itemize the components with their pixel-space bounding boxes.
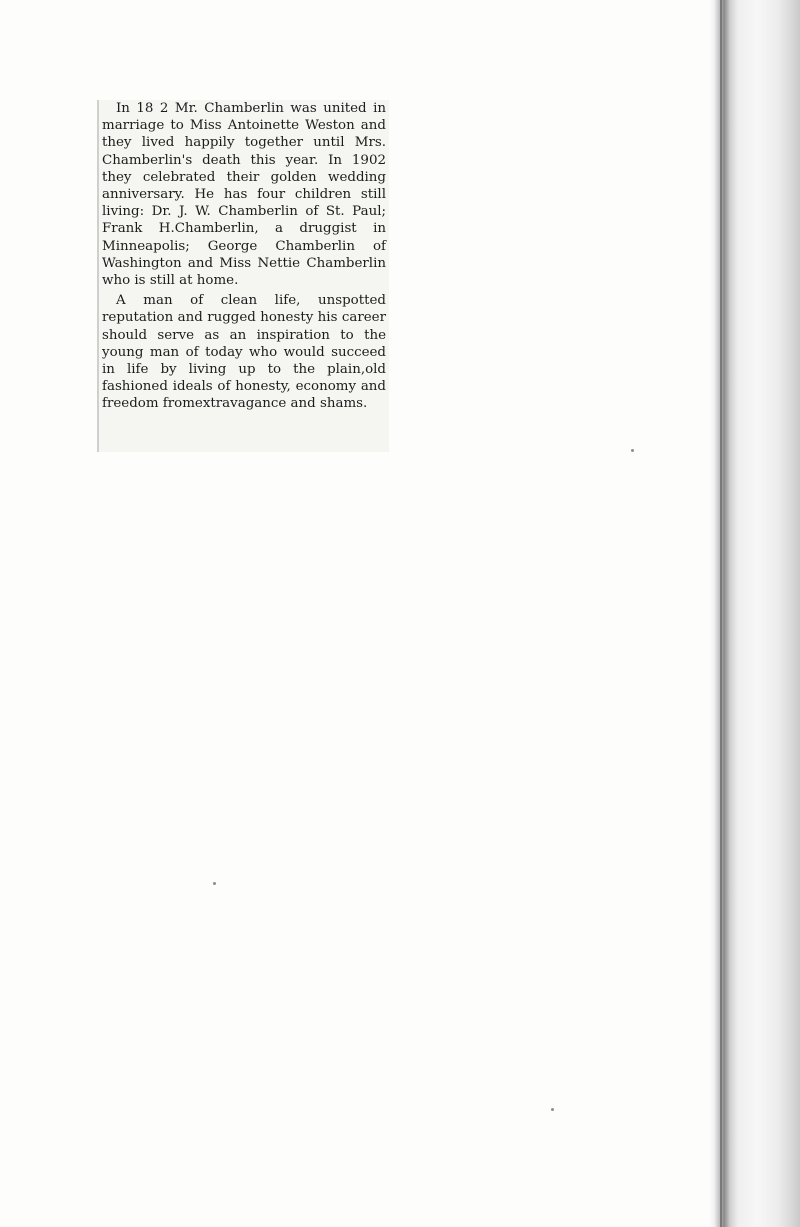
clipping-text: [102, 100, 386, 413]
dust-speck: [551, 1108, 554, 1111]
clipping-paragraph-1: In 18 2 Mr. Chamberlin was united in marriage to Miss Antoinette Weston and they lived happily together until Mrs. Chamberlin's death this year. In 1902 they celebrated their golden wedding anniversary. He has four children still living: Dr. J. W. Chamberlin of St. Paul; Frank H.Chamberlin, a druggist in Minneapolis; George Chamberlin of Washington and Miss Nettie Chamberlin who is still at home.: [102, 101, 386, 289]
dust-speck: [213, 882, 216, 885]
page-edge-line: [720, 0, 722, 1227]
dust-speck: [631, 449, 634, 452]
clipping-paragraph-2: A man of clean life, unspotted reputation and rugged honesty his career should serve as an inspiration to the young man of today who would succeed in life by living up to the plain,old fashioned ideals of honesty, economy and freedom fromextravagance and shams.: [102, 293, 386, 412]
